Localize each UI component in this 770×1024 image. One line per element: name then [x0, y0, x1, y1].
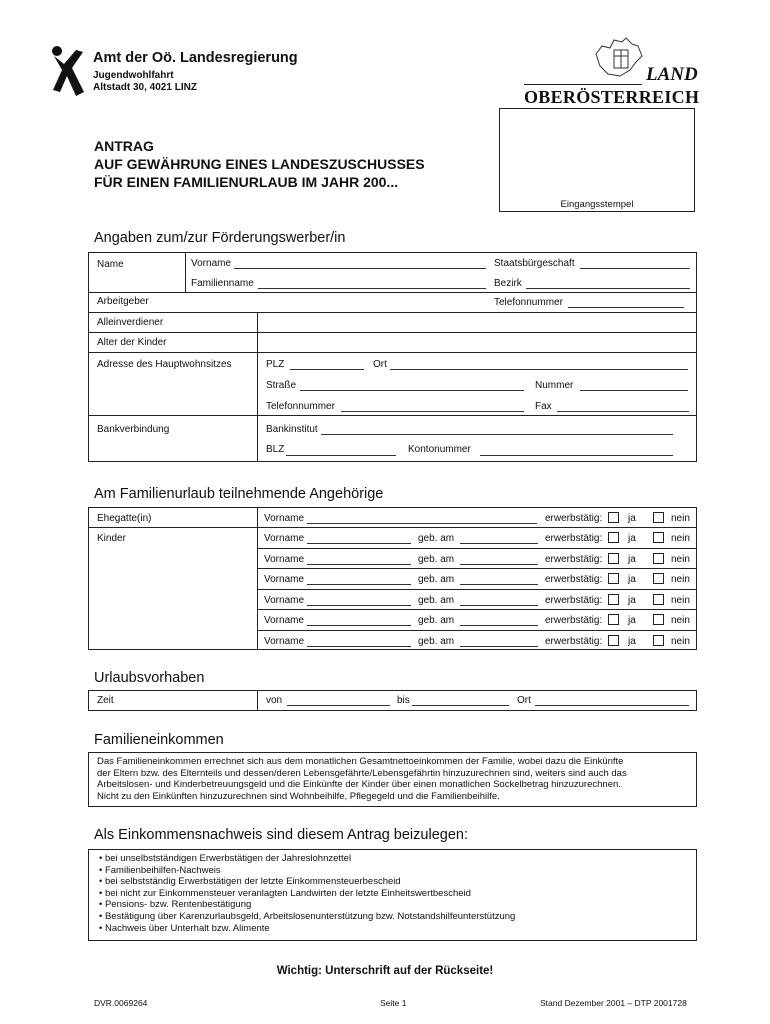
member-ja-label: ja [628, 513, 636, 524]
label-bankinstitut: Bankinstitut [266, 424, 318, 435]
proof-item: • Pensions- bzw. Rentenbestätigung [99, 899, 252, 911]
title-line-3: FÜR EINEN FAMILIENURLAUB IM JAHR 200... [94, 174, 399, 190]
row-divider [88, 312, 697, 313]
row-divider [257, 568, 697, 569]
member-geb-field[interactable] [460, 605, 538, 606]
member-geb-label: geb. am [418, 533, 455, 544]
label-ort: Ort [373, 359, 387, 370]
telefonnummer-field[interactable] [568, 307, 684, 308]
applicant-table [88, 252, 697, 462]
member-erwerb-label: erwerbstätig: [545, 574, 603, 585]
col-divider [185, 252, 186, 292]
proof-item: • bei nicht zur Einkommensteuer veranlagten Landwirten der letzte Einheitswertbescheid [99, 887, 471, 899]
member-nein-label: nein [671, 513, 690, 524]
label-von: von [266, 695, 283, 706]
bezirk-field[interactable] [526, 288, 690, 289]
member-ja-label: ja [628, 635, 636, 647]
member-ja-label: ja [628, 533, 636, 544]
row-divider [88, 352, 697, 353]
ja-checkbox[interactable] [608, 573, 619, 584]
label-zeit: Zeit [97, 695, 114, 706]
org-name: Amt der Oö. Landesregierung [93, 50, 298, 66]
col-divider [257, 312, 258, 462]
nein-checkbox[interactable] [653, 614, 664, 625]
row-divider [257, 609, 697, 610]
label-vorname: Vorname [191, 258, 232, 269]
applicant-heading: Angaben zum/zur Förderungswerber/in [94, 230, 346, 246]
footer-dvr: DVR.0069264 [94, 998, 148, 1008]
row-divider [257, 589, 697, 590]
member-vorname-label: Vorname [264, 615, 305, 626]
member-vorname-field[interactable] [307, 564, 411, 565]
income-line: Arbeitslosen- und Kinderbetreuungsgeld und die Einkünfte der Kinder über einen monatlichen Sockelbetrag hinzuzurechnen. [97, 779, 621, 791]
member-geb-label: geb. am [418, 574, 455, 585]
member-nein-label: nein [671, 533, 690, 544]
member-geb-field[interactable] [460, 543, 538, 544]
income-line: Das Familieneinkommen errechnet sich aus dem monatlichen Gesamtnettoeinkommen der Familie, wobei dazu die Einkünfte [97, 756, 624, 767]
figure-logo-icon [50, 44, 92, 98]
member-vorname-label: Vorname [264, 553, 305, 565]
ja-checkbox[interactable] [608, 635, 619, 646]
member-vorname-field[interactable] [307, 646, 411, 647]
nein-checkbox[interactable] [653, 594, 664, 605]
dept-name: Jugendwohlfahrt [93, 70, 174, 81]
row-divider [88, 292, 697, 293]
vacation-table [88, 690, 697, 711]
label-ehegatte: Ehegatte(in) [97, 513, 152, 524]
bankinstitut-field[interactable] [321, 434, 673, 435]
member-ja-label: ja [628, 594, 636, 606]
row-divider [257, 630, 697, 631]
row-divider [88, 415, 697, 416]
col-divider [257, 690, 258, 711]
label-bis: bis [397, 695, 410, 706]
member-vorname-field[interactable] [307, 605, 411, 606]
von-field[interactable] [287, 705, 390, 706]
telefon2-field[interactable] [341, 411, 524, 412]
member-vorname-field[interactable] [307, 543, 411, 544]
bis-field[interactable] [412, 705, 509, 706]
label-adresse: Adresse des Hauptwohnsitzes [97, 359, 232, 370]
ja-checkbox[interactable] [608, 614, 619, 625]
member-vorname-label: Vorname [264, 635, 305, 647]
label-name: Name [97, 259, 124, 270]
income-line: der Eltern bzw. des Elternteils und dessen/deren Lebensgefährte/Lebensgefährtin hinzuzurechnen sind, weiters sind auch das [97, 767, 627, 779]
vac-ort-field[interactable] [535, 705, 689, 706]
member-geb-field[interactable] [460, 646, 538, 647]
label-strasse: Straße [266, 380, 297, 391]
vorname-field[interactable] [234, 268, 486, 269]
important-note: Wichtig: Unterschrift auf der Rückseite! [276, 965, 494, 977]
nein-checkbox[interactable] [653, 635, 664, 646]
member-nein-label: nein [671, 553, 690, 565]
coat-of-arms-icon [590, 36, 646, 80]
members-heading: Am Familienurlaub teilnehmende Angehörige [94, 486, 384, 502]
member-erwerb-label: erwerbstätig: [545, 553, 603, 565]
label-bezirk: Bezirk [494, 278, 522, 289]
label-telefon2: Telefonnummer [266, 401, 335, 412]
member-geb-field[interactable] [460, 564, 538, 565]
logo-land: LAND [646, 64, 698, 85]
proof-item: • bei selbstständig Erwerbstätigen der letzte Einkommensteuerbescheid [99, 876, 401, 888]
member-vorname-field[interactable] [307, 523, 537, 524]
vacation-heading: Urlaubsvorhaben [94, 670, 205, 686]
logo-region: OBERÖSTERREICH [524, 87, 700, 107]
fax-field[interactable] [557, 411, 689, 412]
proof-item: • Nachweis über Unterhalt bzw. Alimente [99, 922, 270, 934]
footer-page: Seite 1 [380, 998, 407, 1008]
member-geb-field[interactable] [460, 625, 538, 626]
member-erwerb-label: erwerbstätig: [545, 513, 603, 524]
row-divider [257, 548, 697, 549]
label-telefonnummer: Telefonnummer [494, 297, 563, 308]
income-heading: Familieneinkommen [94, 732, 224, 748]
ort-field[interactable] [390, 369, 688, 370]
row-divider [88, 332, 697, 333]
member-geb-field[interactable] [460, 584, 538, 585]
ja-checkbox[interactable] [608, 594, 619, 605]
org-address: Altstadt 30, 4021 LINZ [93, 82, 197, 93]
stamp-box [499, 108, 695, 212]
income-line: Nicht zu den Einkünften hinzuzurechnen sind Wohnbeihilfe, Pflegegeld und die Familienbeihilfe. [97, 790, 500, 802]
member-nein-label: nein [671, 635, 690, 647]
label-nummer: Nummer [535, 380, 574, 391]
member-vorname-label: Vorname [264, 594, 305, 606]
member-geb-label: geb. am [418, 553, 455, 565]
label-bankverbindung: Bankverbindung [97, 424, 170, 435]
proof-item: • Bestätigung über Karenzurlaubsgeld, Arbeitslosenunterstützung bzw. Notstandshilfeunterstützung [99, 910, 516, 922]
member-nein-label: nein [671, 615, 690, 626]
label-fax: Fax [535, 401, 552, 412]
label-alleinverdiener: Alleinverdiener [97, 317, 164, 328]
nein-checkbox[interactable] [653, 512, 664, 523]
member-geb-label: geb. am [418, 615, 455, 626]
nein-checkbox[interactable] [653, 553, 664, 564]
logo-rule [524, 84, 642, 85]
blz-field[interactable] [286, 455, 396, 456]
footer-stand: Stand Dezember 2001 – DTP 2001728 [540, 998, 687, 1008]
strasse-field[interactable] [300, 390, 524, 391]
title-line-2: AUF GEWÄHRUNG EINES LANDESZUSCHUSSES [94, 156, 425, 172]
member-erwerb-label: erwerbstätig: [545, 533, 603, 544]
member-nein-label: nein [671, 574, 690, 585]
kontonummer-field[interactable] [480, 455, 673, 456]
stamp-label: Eingangsstempel [560, 199, 634, 210]
label-blz: BLZ [266, 444, 285, 455]
label-familienname: Familienname [191, 278, 254, 289]
member-vorname-field[interactable] [307, 584, 411, 585]
label-vac-ort: Ort [517, 695, 531, 706]
member-ja-label: ja [628, 553, 636, 565]
ja-checkbox[interactable] [608, 512, 619, 523]
proof-heading: Als Einkommensnachweis sind diesem Antrag beizulegen: [94, 827, 468, 843]
member-vorname-label: Vorname [264, 533, 305, 544]
row-divider [88, 527, 697, 528]
nein-checkbox[interactable] [653, 532, 664, 543]
member-erwerb-label: erwerbstätig: [545, 615, 603, 626]
member-vorname-label: Vorname [264, 513, 305, 524]
ja-checkbox[interactable] [608, 532, 619, 543]
proof-item: • Familienbeihilfen-Nachweis [99, 864, 221, 876]
staatsbuergerschaft-field[interactable] [580, 268, 690, 269]
member-geb-label: geb. am [418, 635, 455, 647]
title-line-1: ANTRAG [94, 138, 154, 154]
label-plz: PLZ [266, 359, 285, 370]
member-erwerb-label: erwerbstätig: [545, 635, 603, 647]
proof-item: • bei unselbstständigen Erwerbstätigen der Jahreslohnzettel [99, 853, 352, 864]
label-kontonummer: Kontonummer [408, 444, 471, 455]
label-arbeitgeber: Arbeitgeber [97, 296, 149, 307]
familienname-field[interactable] [258, 288, 486, 289]
plz-field[interactable] [290, 369, 364, 370]
member-erwerb-label: erwerbstätig: [545, 594, 603, 606]
member-ja-label: ja [628, 574, 636, 585]
member-vorname-field[interactable] [307, 625, 411, 626]
label-alter-kinder: Alter der Kinder [97, 337, 167, 348]
member-nein-label: nein [671, 594, 690, 606]
label-staatsbuergerschaft: Staatsbürgeschaft [494, 258, 575, 269]
member-geb-label: geb. am [418, 594, 455, 606]
member-ja-label: ja [628, 615, 636, 626]
label-kinder: Kinder [97, 533, 126, 544]
member-vorname-label: Vorname [264, 574, 305, 585]
nummer-field[interactable] [580, 390, 688, 391]
proof-list [99, 853, 515, 934]
nein-checkbox[interactable] [653, 573, 664, 584]
ja-checkbox[interactable] [608, 553, 619, 564]
